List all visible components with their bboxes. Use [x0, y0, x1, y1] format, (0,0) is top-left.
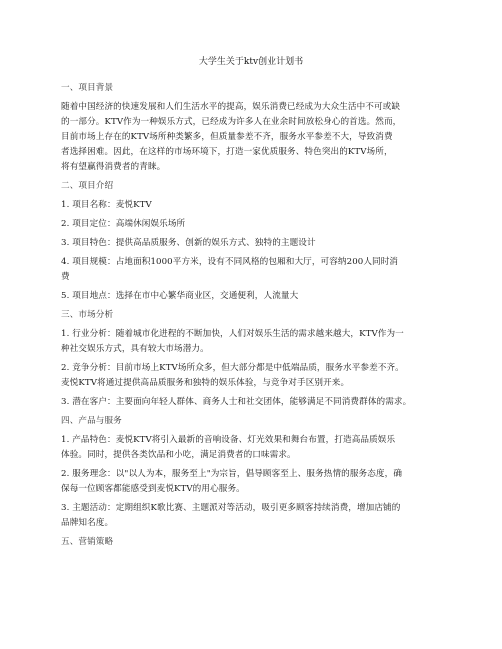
- paragraph-line: 1. 项目名称：麦悦KTV: [61, 200, 152, 210]
- paragraph-line: 4. 项目规模：占地面积1000平方米，设有不同风格的包厢和大厅，可容纳200人同时消: [61, 257, 399, 267]
- paragraph-line: 体验。同时，提供各类饮品和小吃，满足消费者的口味需求。: [61, 450, 296, 460]
- paragraph-line: 3. 潜在客户：主要面向年轻人群体、商务人士和社交团体，能够满足不同消费群体的需求。: [61, 397, 412, 407]
- paragraph-line: 3. 项目特色：提供高品质服务、创新的娱乐方式、独特的主题设计: [61, 238, 316, 248]
- paragraph-line: 保每一位顾客都能感受到麦悦KTV的用心服务。: [61, 484, 245, 494]
- section-heading: 三、市场分析: [61, 310, 114, 320]
- section-heading: 五、营销策略: [61, 537, 114, 547]
- paragraph-line: 5. 项目地点：选择在市中心繁华商业区，交通便利，人流量大: [61, 291, 299, 301]
- paragraph-line: 2. 项目定位：高端休闲娱乐场所: [61, 219, 186, 229]
- paragraph-line: 将有望赢得消费者的青睐。: [61, 162, 166, 172]
- paragraph-line: 1. 产品特色：麦悦KTV将引入最新的音响设备、灯光效果和舞台布置，打造高品质娱乐: [61, 435, 396, 445]
- paragraph-line: 品牌知名度。: [61, 518, 114, 528]
- section-heading: 一、项目背景: [61, 83, 114, 93]
- paragraph-line: 者选择困难。因此，在这样的市场环境下，打造一家优质服务、特色突出的KTV场所，: [61, 147, 393, 157]
- paragraph-line: 目前市场上存在的KTV场所种类繁多，但质量参差不齐，服务水平参差不大，导致消费: [61, 132, 393, 142]
- document-title: 大学生关于ktv创业计划书: [198, 57, 304, 67]
- paragraph-line: 费: [61, 272, 70, 282]
- paragraph-line: 的一部分。KTV作为一种娱乐方式，已经成为许多人在业余时间放松身心的首选。然而，: [61, 117, 402, 127]
- paragraph-line: 随着中国经济的快速发展和人们生活水平的提高，娱乐消费已经成为大众生活中不可或缺: [61, 102, 401, 112]
- paragraph-line: 1. 行业分析：随着城市化进程的不断加快，人们对娱乐生活的需求越来越大，KTV作为一: [61, 329, 404, 339]
- paragraph-line: 3. 主题活动：定期组织K歌比赛、主题派对等活动，吸引更多顾客持续消费，增加店铺的: [61, 503, 401, 513]
- paragraph-line: 2. 服务理念：以"以人为本，服务至上"为宗旨，倡导顾客至上、服务热情的服务态度，确: [61, 469, 403, 479]
- paragraph-line: 种社交娱乐方式，具有较大市场潜力。: [61, 344, 209, 354]
- paragraph-line: 2. 竞争分析：目前市场上KTV场所众多，但大部分都是中低端品质，服务水平参差不齐。: [61, 363, 404, 373]
- paragraph-line: 麦悦KTV将通过提供高品质服务和独特的娱乐体验，与竞争对手区别开来。: [61, 378, 350, 388]
- section-heading: 二、项目介绍: [61, 181, 114, 191]
- section-heading: 四、产品与服务: [61, 416, 122, 426]
